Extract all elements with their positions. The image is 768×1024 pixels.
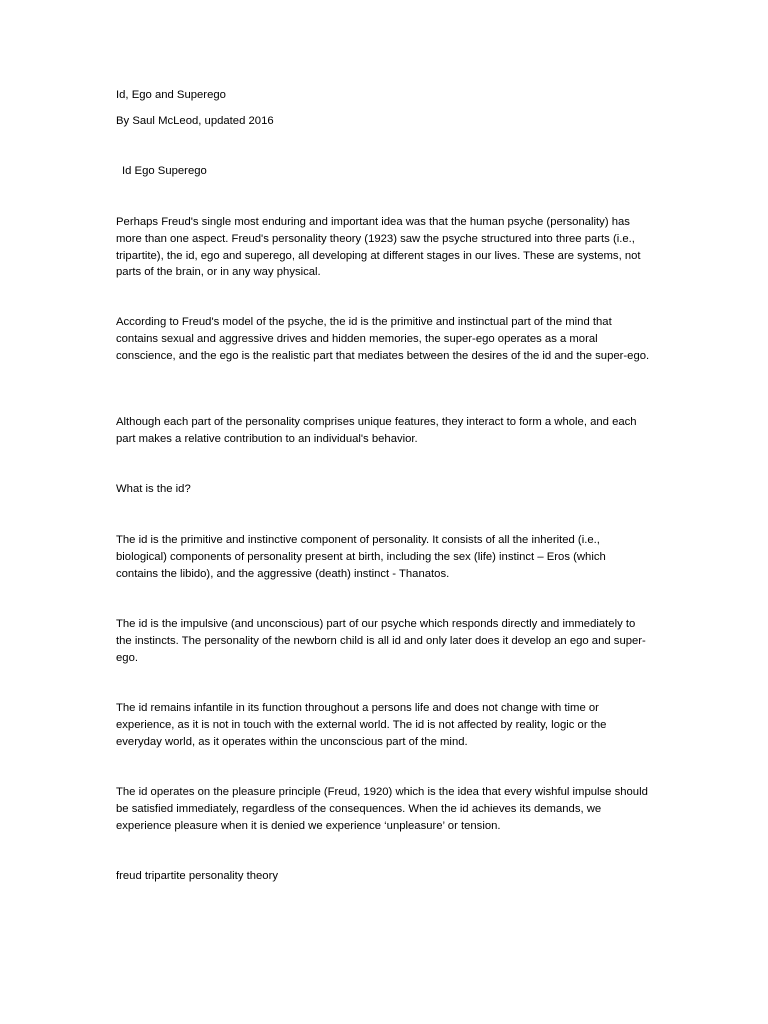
paragraph-id-definition: The id is the primitive and instinctive component of personality. It consists of all the inherited (i.e., biological) components of personality present at birth, including the sex (life) instinct – Eros (which contains the libido), and the aggressive (death) instinct - Thanatos. [116, 534, 606, 580]
section-heading-id: What is the id? [116, 483, 191, 495]
image-caption: Id Ego Superego [122, 165, 207, 177]
image-caption-theory: freud tripartite personality theory [116, 870, 279, 882]
paragraph-model: According to Freud's model of the psyche, the id is the primitive and instinctual part of the mind that contains sexual and aggressive drives and hidden memories, the super-ego operates as a moral conscience, and the ego is the realistic part that mediates between the desires of the id and the super-ego. [116, 316, 650, 362]
document-title: Id, Ego and Superego [116, 89, 226, 101]
paragraph-id-infantile: The id remains infantile in its function throughout a persons life and does not change with time or experience, as it is not in touch with the external world. The id is not affected by reality, logic or the everyday world, as it operates within the unconscious part of the mind. [116, 702, 607, 748]
paragraph-pleasure-principle: The id operates on the pleasure principle (Freud, 1920) which is the idea that every wishful impulse should be satisfied immediately, regardless of the consequences. When the id achieves its demands, we experience pleasure when it is denied we experience ‘unpleasure’ or tension. [116, 786, 648, 832]
byline: By Saul McLeod, updated 2016 [116, 115, 274, 127]
paragraph-intro: Perhaps Freud's single most enduring and important idea was that the human psyche (personality) has more than one aspect. Freud's personality theory (1923) saw the psyche structured into three parts (i.e., tripartite), the id, ego and superego, all developing at different stages in our lives. These are systems, not parts of the brain, or in any way physical. [116, 216, 641, 279]
paragraph-id-impulsive: The id is the impulsive (and unconscious) part of our psyche which responds directly and immediately to the instincts. The personality of the newborn child is all id and only later does it develop an ego and super-ego. [116, 618, 646, 664]
paragraph-interaction: Although each part of the personality comprises unique features, they interact to form a whole, and each part makes a relative contribution to an individual's behavior. [116, 416, 637, 445]
